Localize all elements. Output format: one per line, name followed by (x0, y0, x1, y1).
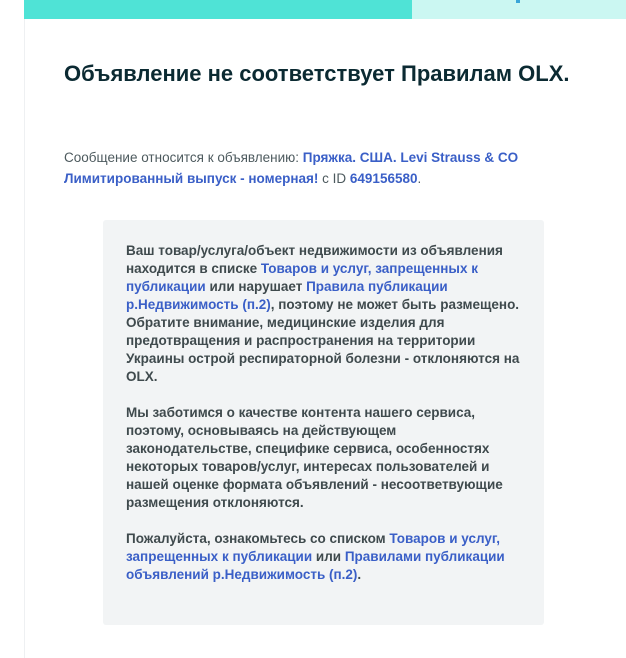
page-title: Объявление не соответствует Правилам OLX. (64, 61, 570, 86)
prohibited-goods-link-2[interactable]: Товаров и услуг, запрещенных к публикации (126, 531, 501, 564)
ad-reference-suffix: . (417, 171, 422, 186)
notice-paragraph-3: Мы заботимся о качестве контента нашего сервиса, поэтому, основываясь на действующем законодательстве, специфике сервиса, особенностях некоторых товаров/услуг, интересах пользователей и нашей оценке формата объявлений - несоответвующие размещения отклоняются. (126, 405, 503, 510)
notice-text: или нарушает (205, 279, 307, 294)
prohibited-goods-link[interactable]: Товаров и услуг, запрещенных к публикации (126, 261, 478, 294)
header-bar-light (412, 0, 626, 19)
header-bar (24, 0, 626, 19)
notice-text: . (357, 567, 362, 582)
header-bar-accent (24, 0, 412, 19)
notice-text: Пожалуйста, ознакомьтесь со списком (126, 531, 390, 546)
ad-id-prefix: c ID (318, 171, 350, 186)
notice-paragraph-4 (126, 530, 522, 584)
ad-id-link[interactable]: 649156580 (349, 171, 418, 186)
notice-text: Ваш товар/услуга/объект недвижимости из объявления находится в списке (126, 243, 503, 276)
ad-title-link[interactable]: Пряжка. США. Levi Strauss & CO Лимитированный выпуск - номерная! (64, 150, 519, 186)
notice-text: , поэтому не может быть размещено. (270, 297, 520, 312)
ad-reference (64, 147, 554, 189)
notice-paragraph-1 (126, 242, 522, 314)
rejection-notice (103, 220, 544, 625)
realty-rules-link[interactable]: Правила публикации р.Недвижимость (п.2) (126, 279, 448, 312)
realty-rules-link-2[interactable]: Правилами публикации объявлений р.Недвижимость (п.2) (126, 549, 505, 582)
notice-paragraph-2: Обратите внимание, медицинские изделия для предотвращения и распространения на территории Украины острой респираторной болезни - отклоняются на OLX. (126, 315, 520, 384)
notice-text: или (312, 549, 345, 564)
ad-reference-prefix: Сообщение относится к объявлению: (64, 150, 303, 165)
header-bar-mark (516, 0, 520, 3)
